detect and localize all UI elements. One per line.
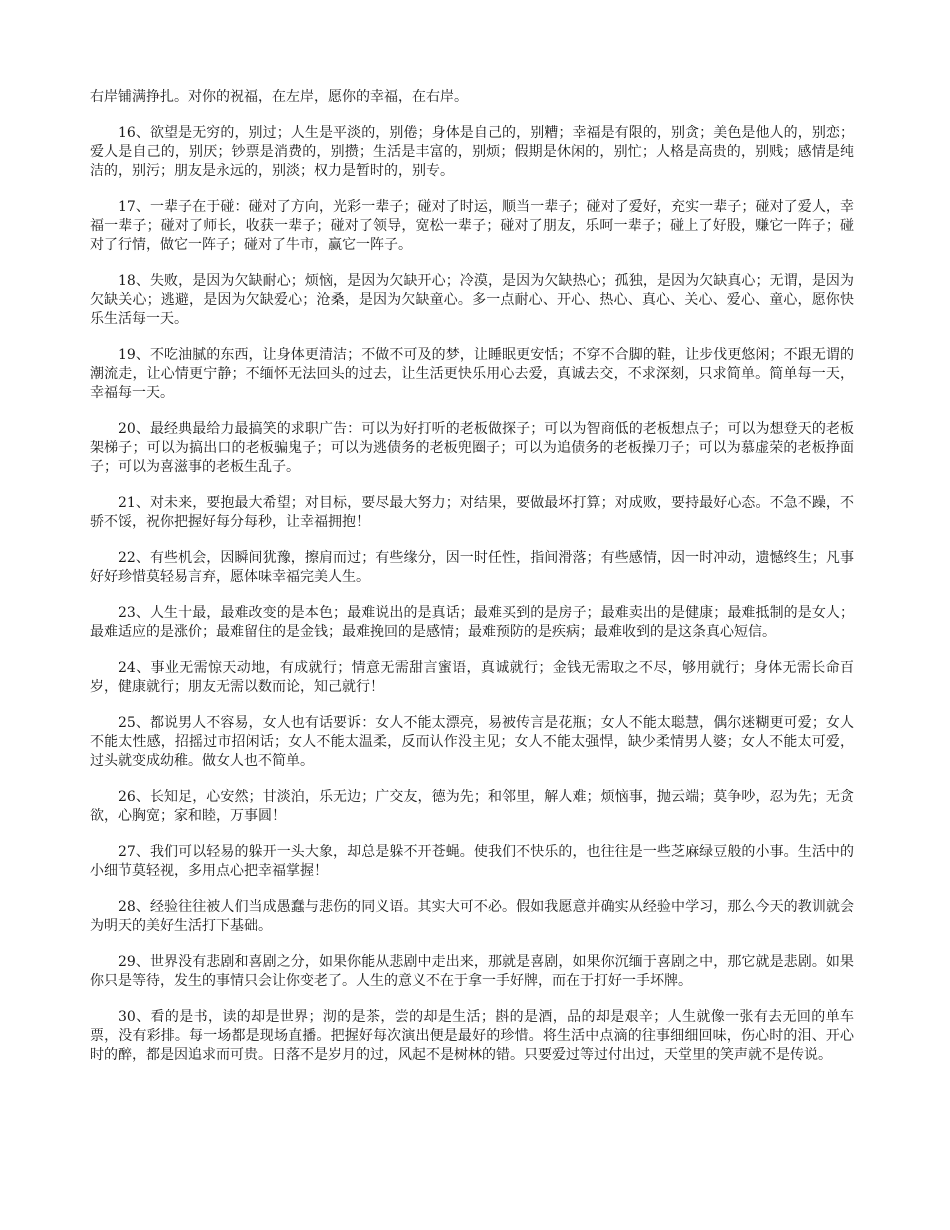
paragraph-16: 16、欲望是无穷的，别过；人生是平淡的，别倦；身体是自己的，别糟；幸福是有限的，别贪；美色是他人的，别恋；爱人是自己的，别厌；钞票是消费的，别攒；生活是丰富的，别烦；假期是休闲的，别忙；人格是高贵的，别贱；感情是纯洁的，别污；朋友是永远的，别淡；权力是暂时的，别专。 xyxy=(90,125,854,179)
document-body xyxy=(90,88,854,1082)
paragraph-19: 19、不吃油腻的东西，让身体更清洁；不做不可及的梦，让睡眠更安恬；不穿不合脚的鞋，让步伐更悠闲；不跟无谓的潮流走，让心情更宁静；不缅怀无法回头的过去，让生活更快乐用心去爱，真诚去交，不求深刻，只求简单。简单每一天，幸福每一天。 xyxy=(90,347,854,401)
paragraph-17: 17、一辈子在于碰：碰对了方向，光彩一辈子；碰对了时运，顺当一辈子；碰对了爱好，充实一辈子；碰对了爱人，幸福一辈子；碰对了师长，收获一辈子；碰对了领导，宽松一辈子；碰对了朋友，乐呵一辈子；碰上了好股，赚它一阵子；碰对了行情，做它一阵子；碰对了牛市，赢它一阵子。 xyxy=(90,199,854,253)
paragraph-continuation: 右岸铺满挣扎。对你的祝福，在左岸，愿你的幸福，在右岸。 xyxy=(90,89,468,105)
paragraph-24: 24、事业无需惊天动地，有成就行；情意无需甜言蜜语，真诚就行；金钱无需取之不尽，够用就行；身体无需长命百岁，健康就行；朋友无需以数而论，知己就行！ xyxy=(90,660,854,695)
paragraph-21: 21、对未来，要抱最大希望；对目标，要尽最大努力；对结果，要做最坏打算；对成败，要持最好心态。不急不躁，不骄不馁，祝你把握好每分每秒，让幸福拥抱！ xyxy=(90,495,854,530)
paragraph-30: 30、看的是书，读的却是世界；沏的是茶，尝的却是生活；斟的是酒，品的却是艰辛；人生就像一张有去无回的单车票，没有彩排。每一场都是现场直播。把握好每次演出便是最好的珍惜。将生活中点滴的往事细细回味，伤心时的泪、开心时的醉，都是因追求而可贵。日落不是岁月的过，风起不是树林的错。只要爱过等过付出过，天堂里的笑声就不是传说。 xyxy=(90,1009,854,1063)
paragraph-23: 23、人生十最，最难改变的是本色；最难说出的是真话；最难买到的是房子；最难卖出的是健康；最难抵制的是女人；最难适应的是涨价；最难留住的是金钱；最难挽回的是感情；最难预防的是疾病；最难收到的是这条真心短信。 xyxy=(90,605,854,640)
paragraph-29: 29、世界没有悲剧和喜剧之分，如果你能从悲剧中走出来，那就是喜剧，如果你沉缅于喜剧之中，那它就是悲剧。如果你只是等待，发生的事情只会让你变老了。人生的意义不在于拿一手好牌，而在于打好一手坏牌。 xyxy=(90,954,854,989)
paragraph-26: 26、长知足，心安然；甘淡泊，乐无边；广交友，德为先；和邻里，解人难；烦恼事，抛云端；莫争吵，忍为先；无贪欲，心胸宽；家和睦，万事圆！ xyxy=(90,789,854,824)
paragraph-27: 27、我们可以轻易的躲开一头大象，却总是躲不开苍蝇。使我们不快乐的，也往往是一些芝麻绿豆般的小事。生活中的小细节莫轻视，多用点心把幸福掌握！ xyxy=(90,844,854,879)
paragraph-28: 28、经验往往被人们当成愚蠢与悲伤的同义语。其实大可不必。假如我愿意并确实从经验中学习，那么今天的教训就会为明天的美好生活打下基础。 xyxy=(90,899,854,934)
paragraph-25: 25、都说男人不容易，女人也有话要诉：女人不能太漂亮，易被传言是花瓶；女人不能太聪慧，偶尔迷糊更可爱；女人不能太性感，招摇过市招闲话；女人不能太温柔，反而认作没主见；女人不能太强悍，缺少柔情男人婆；女人不能太可爱，过头就变成幼稚。做女人也不简单。 xyxy=(90,715,854,769)
paragraph-22: 22、有些机会，因瞬间犹豫，擦肩而过；有些缘分，因一时任性，指间滑落；有些感情，因一时冲动，遗憾终生；凡事好好珍惜莫轻易言弃，愿体味幸福完美人生。 xyxy=(90,550,854,585)
paragraph-18: 18、失败，是因为欠缺耐心；烦恼，是因为欠缺开心；冷漠，是因为欠缺热心；孤独，是因为欠缺真心；无谓，是因为欠缺关心；逃避，是因为欠缺爱心；沧桑，是因为欠缺童心。多一点耐心、开心、热心、真心、关心、爱心、童心，愿你快乐生活每一天。 xyxy=(90,273,854,327)
paragraph-20: 20、最经典最给力最搞笑的求职广告：可以为好打听的老板做探子；可以为智商低的老板想点子；可以为想登天的老板架梯子；可以为搞出口的老板骗鬼子；可以为逃债务的老板兜圈子；可以为追债务的老板操刀子；可以为慕虚荣的老板挣面子；可以为喜滋事的老板生乱子。 xyxy=(90,421,854,475)
